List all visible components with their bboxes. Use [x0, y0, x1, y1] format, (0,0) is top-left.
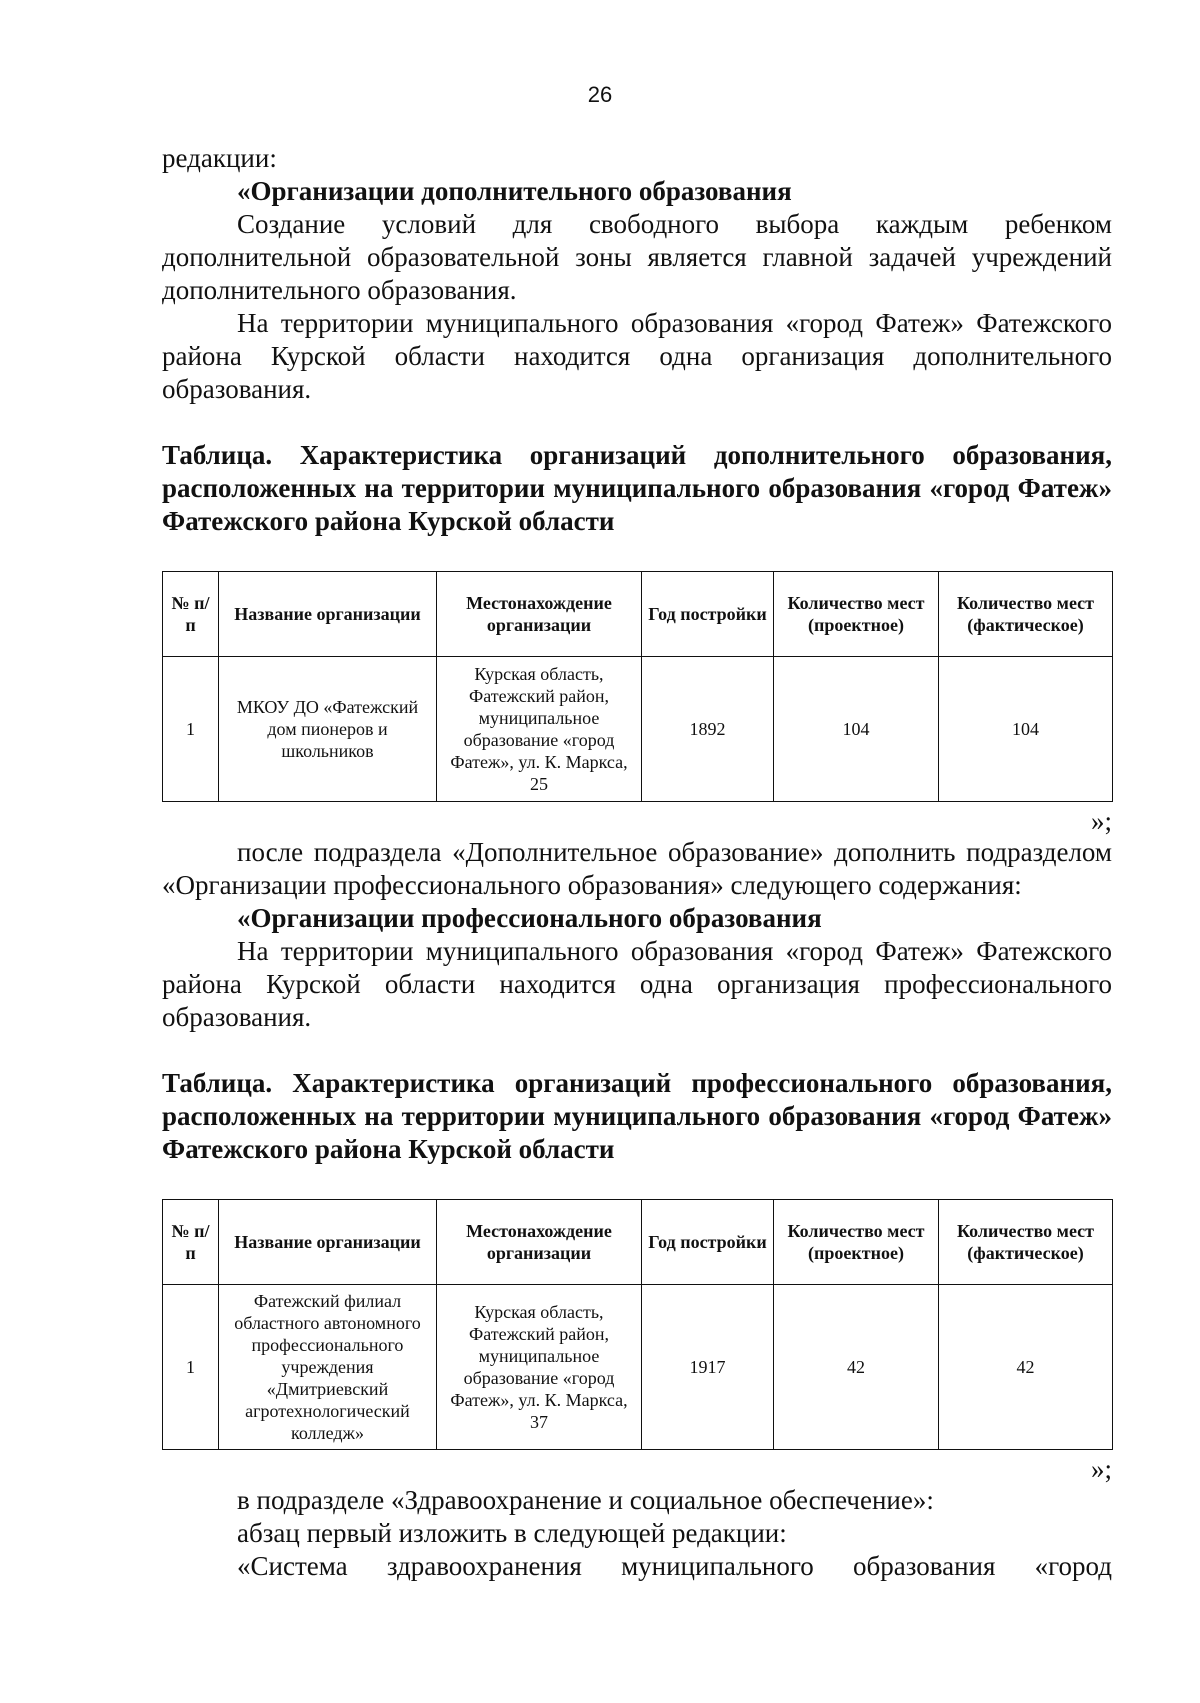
column-header: Количество мест (фактическое)	[939, 572, 1113, 657]
professional-education-table	[162, 1199, 1113, 1450]
table-caption: Таблица. Характеристика организаций профессионального образования, расположенных на территории муниципального образования «город Фатеж» Фатежского района Курской области	[162, 1068, 1112, 1164]
continuation-text: редакции:	[162, 143, 277, 173]
column-header: Год постройки	[642, 1200, 774, 1285]
paragraph: абзац первый изложить в следующей редакции:	[237, 1518, 787, 1548]
column-header: Местонахождение организации	[437, 572, 642, 657]
table-cell: 1	[163, 657, 219, 802]
section-heading-additional-education: «Организации дополнительного образования	[237, 176, 792, 206]
column-header: Количество мест (проектное)	[774, 1200, 939, 1285]
paragraph: Создание условий для свободного выбора каждым ребенком дополнительной образовательной зоны является главной задачей учреждений дополнительного образования.	[162, 209, 1112, 305]
table-cell: 104	[939, 657, 1113, 802]
additional-education-table	[162, 571, 1113, 802]
table-header-row	[163, 572, 1113, 657]
table-cell: 1892	[642, 657, 774, 802]
paragraph: На территории муниципального образования «город Фатеж» Фатежского района Курской области находится одна организация дополнительного образования.	[162, 308, 1112, 404]
table-row	[163, 1285, 1113, 1450]
paragraph: после подраздела «Дополнительное образование» дополнить подразделом «Организации профессионального образования» следующего содержания:	[162, 837, 1112, 900]
table-caption: Таблица. Характеристика организаций дополнительного образования, расположенных на территории муниципального образования «город Фатеж» Фатежского района Курской области	[162, 440, 1112, 536]
page-content	[162, 142, 1112, 1583]
paragraph: На территории муниципального образования «город Фатеж» Фатежского района Курской области находится одна организация профессионального образования.	[162, 936, 1112, 1032]
column-header: Местонахождение организации	[437, 1200, 642, 1285]
column-header: № п/п	[163, 572, 219, 657]
section-heading-professional-education: «Организации профессионального образования	[237, 903, 822, 933]
column-header: Название организации	[219, 1200, 437, 1285]
table-cell: 104	[774, 657, 939, 802]
table-cell: 42	[774, 1285, 939, 1450]
table-header-row	[163, 1200, 1113, 1285]
column-header: № п/п	[163, 1200, 219, 1285]
page-number: 26	[587, 82, 613, 107]
table-cell: 1	[163, 1285, 219, 1450]
table-cell: Курская область, Фатежский район, муниципальное образование «город Фатеж», ул. К. Маркса, 25	[437, 657, 642, 802]
table-cell: МКОУ ДО «Фатежский дом пионеров и школьников	[219, 657, 437, 802]
table-cell: Курская область, Фатежский район, муниципальное образование «город Фатеж», ул. К. Маркса, 37	[437, 1285, 642, 1450]
table-cell: 42	[939, 1285, 1113, 1450]
table-cell: Фатежский филиал областного автономного профессионального учреждения «Дмитриевский агротехнологический колледж»	[219, 1285, 437, 1450]
paragraph: в подразделе «Здравоохранение и социальное обеспечение»:	[237, 1485, 934, 1515]
quote-closer: »;	[1090, 1454, 1112, 1484]
column-header: Год постройки	[642, 572, 774, 657]
table-row	[163, 657, 1113, 802]
column-header: Количество мест (фактическое)	[939, 1200, 1113, 1285]
paragraph: «Система здравоохранения муниципального образования «город	[237, 1551, 1112, 1581]
column-header: Название организации	[219, 572, 437, 657]
quote-closer: »;	[1090, 806, 1112, 836]
table-cell: 1917	[642, 1285, 774, 1450]
column-header: Количество мест (проектное)	[774, 572, 939, 657]
